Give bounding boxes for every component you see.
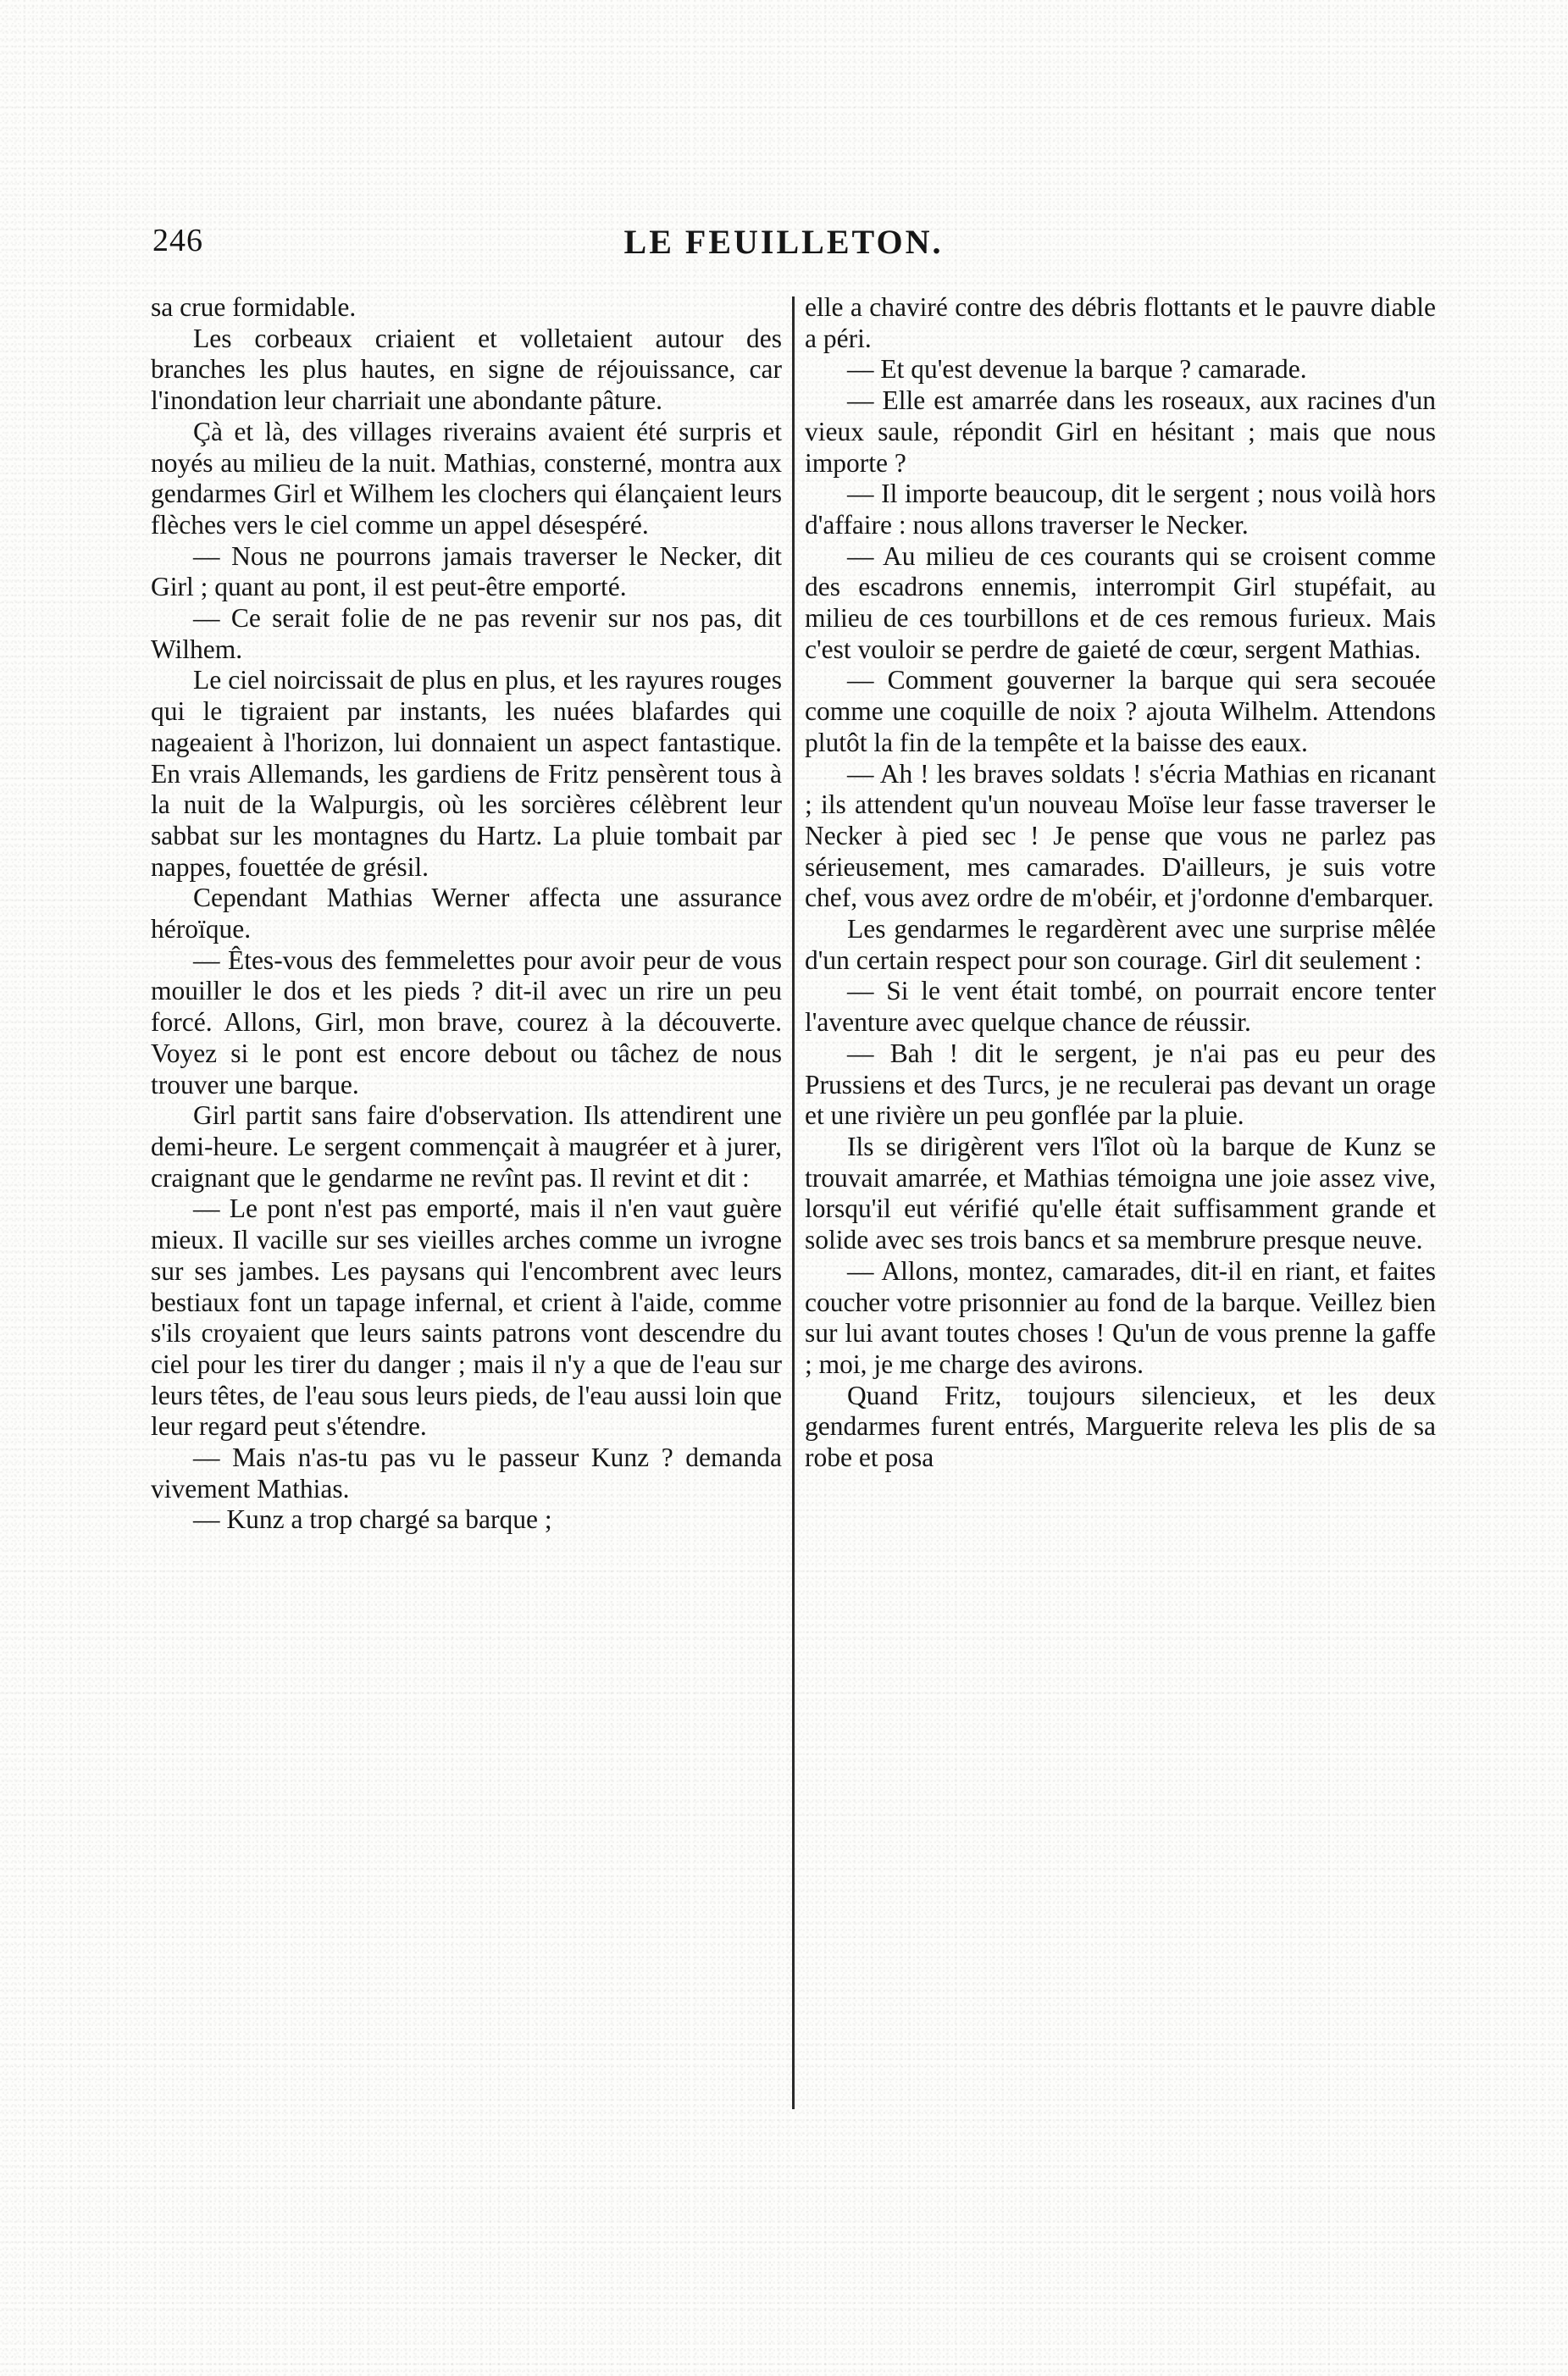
paragraph: Ils se dirigèrent vers l'îlot où la barque de Kunz se trouvait amarrée, et Mathias témoigna une joie assez vive, lorsqu'il eut vérifié qu'elle était suffisamment grande et solide avec ses trois bancs et sa membrure presque neuve.: [805, 1131, 1436, 1255]
paragraph: — Bah ! dit le sergent, je n'ai pas eu peur des Prussiens et des Turcs, je ne reculerai pas devant un orage et une rivière un peu gonflée par la pluie.: [805, 1038, 1436, 1131]
paragraph: Les corbeaux criaient et volletaient autour des branches les plus hautes, en signe de réjouissance, car l'inondation leur charriait une abondante pâture.: [151, 323, 782, 416]
paragraph: Cependant Mathias Werner affecta une assurance héroïque.: [151, 883, 782, 944]
paragraph: — Et qu'est devenue la barque ? camarade.: [847, 354, 1307, 385]
paragraph: Le ciel noircissait de plus en plus, et les rayures rouges qui le tigraient par instants, les nuées blafardes qui nageaient à l'horizon, lui donnaient un aspect fantastique. En vrais Allemands, les gardiens de Fritz pensèrent tous à la nuit de la Walpurgis, où les sorcières célèbrent leur sabbat sur les montagnes du Hartz. La pluie tombait par nappes, fouettée de grésil.: [151, 665, 782, 882]
paragraph: — Nous ne pourrons jamais traverser le Necker, dit Girl ; quant au pont, il est peut-être emporté.: [151, 540, 782, 602]
paragraph: Les gendarmes le regardèrent avec une surprise mêlée d'un certain respect pour son courage. Girl dit seulement :: [805, 914, 1436, 975]
column-divider: [792, 296, 795, 2109]
paragraph: sa crue formidable.: [151, 292, 357, 322]
paragraph: — Ah ! les braves soldats ! s'écria Mathias en ricanant ; ils attendent qu'un nouveau Moïse leur fasse traverser le Necker à pied sec ! Je pense que vous ne parlez pas sérieusement, mes camarades. D'ailleurs, je suis votre chef, vous avez ordre de m'obéir, et j'ordonne d'embarquer.: [805, 758, 1436, 913]
paragraph: — Elle est amarrée dans les roseaux, aux racines d'un vieux saule, répondit Girl en hésitant ; mais que nous importe ?: [805, 385, 1436, 478]
page-header: [152, 222, 1415, 273]
paragraph: Çà et là, des villages riverains avaient été surpris et noyés au milieu de la nuit. Mathias, consterné, montra aux gendarmes Girl et Wilhem les clochers qui élançaient leurs flèches vers le ciel comme un appel désespéré.: [151, 416, 782, 540]
paragraph: — Le pont n'est pas emporté, mais il n'en vaut guère mieux. Il vacille sur ses vieilles arches comme un ivrogne sur ses jambes. Les paysans qui l'encombrent avec leurs bestiaux font un tapage infernal, et crient à l'aide, comme s'ils croyaient que leurs saints patrons vont descendre du ciel pour les tirer du danger ; mais il n'y a que de l'eau sur leurs têtes, de l'eau sous leurs pieds, de l'eau aussi loin que leur regard peut s'étendre.: [151, 1194, 782, 1442]
paragraph: — Ce serait folie de ne pas revenir sur nos pas, dit Wilhem.: [151, 603, 782, 664]
paragraph: — Êtes-vous des femmelettes pour avoir peur de vous mouiller le dos et les pieds ? dit-il avec un rire un peu forcé. Allons, Girl, mon brave, courez à la découverte. Voyez si le pont est encore debout ou tâchez de nous trouver une barque.: [151, 944, 782, 1099]
paragraph: — Mais n'as-tu pas vu le passeur Kunz ? demanda vivement Mathias.: [151, 1443, 782, 1504]
paragraph: — Allons, montez, camarades, dit-il en riant, et faites coucher votre prisonnier au fond de la barque. Veillez bien sur lui avant toutes choses ! Qu'un de vous prenne la gaffe ; moi, je me charge des avirons.: [805, 1255, 1436, 1379]
paragraph: Quand Fritz, toujours silencieux, et les deux gendarmes furent entrés, Marguerite releva les plis de sa robe et posa: [805, 1380, 1436, 1473]
paragraph: — Kunz a trop chargé sa barque ;: [193, 1504, 552, 1535]
paragraph: — Comment gouverner la barque qui sera secouée comme une coquille de noix ? ajouta Wilhelm. Attendons plutôt la fin de la tempête et la baisse des eaux.: [805, 665, 1436, 757]
running-title: LE FEUILLETON.: [623, 223, 944, 261]
paragraph: — Au milieu de ces courants qui se croisent comme des escadrons ennemis, interrompit Girl stupéfait, au milieu de ces tourbillons et de ces remous furieux. Mais c'est vouloir se perdre de gaieté de cœur, sergent Mathias.: [805, 540, 1436, 664]
paragraph: — Si le vent était tombé, on pourrait encore tenter l'aventure avec quelque chance de réussir.: [805, 976, 1436, 1038]
paragraph: — Il importe beaucoup, dit le sergent ; nous voilà hors d'affaire : nous allons traverser le Necker.: [805, 479, 1436, 540]
paragraph: Girl partit sans faire d'observation. Ils attendirent une demi-heure. Le sergent commençait à maugréer et à jurer, craignant que le gendarme ne revînt pas. Il revint et dit :: [151, 1100, 782, 1193]
left-column: [151, 292, 782, 1536]
page-number: 246: [152, 223, 203, 258]
right-column: [805, 292, 1436, 1474]
paragraph: elle a chaviré contre des débris flottants et le pauvre diable a péri.: [805, 292, 1436, 353]
